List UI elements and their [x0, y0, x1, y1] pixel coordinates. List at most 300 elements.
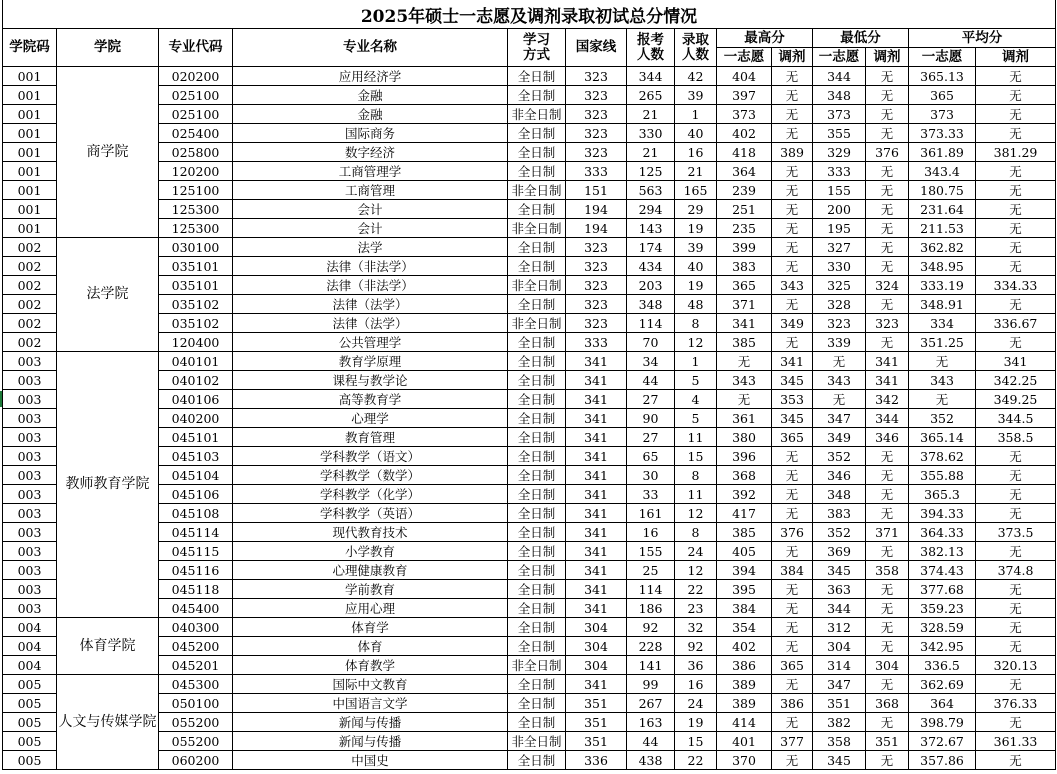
- cell-study-mode: 全日制: [508, 751, 566, 770]
- cell-highest-first-choice: 251: [717, 200, 772, 219]
- cell-lowest-first-choice: 363: [813, 580, 866, 599]
- cell-average-first-choice: 328.59: [909, 618, 976, 637]
- cell-highest-adjusted: 345: [772, 409, 813, 428]
- cell-college-code: 004: [3, 637, 57, 656]
- cell-major-code: 035102: [159, 295, 233, 314]
- cell-study-mode: 非全日制: [508, 314, 566, 333]
- cell-major-name: 学科教学（英语）: [233, 504, 508, 523]
- cell-major-name: 现代教育技术: [233, 523, 508, 542]
- cell-national-line: 341: [566, 390, 627, 409]
- cell-national-line: 323: [566, 67, 627, 86]
- cell-admitted: 29: [675, 200, 717, 219]
- cell-average-adjusted: 无: [976, 599, 1056, 618]
- cell-lowest-first-choice: 345: [813, 561, 866, 580]
- cell-lowest-first-choice: 344: [813, 67, 866, 86]
- cell-average-first-choice: 无: [909, 390, 976, 409]
- cell-average-adjusted: 无: [976, 637, 1056, 656]
- cell-college-code: 002: [3, 276, 57, 295]
- cell-average-first-choice: 378.62: [909, 447, 976, 466]
- cell-admitted: 12: [675, 333, 717, 352]
- cell-lowest-first-choice: 346: [813, 466, 866, 485]
- cell-college-code: 003: [3, 580, 57, 599]
- table-row: [3, 124, 1056, 143]
- cell-highest-first-choice: 402: [717, 637, 772, 656]
- cell-major-code: 040102: [159, 371, 233, 390]
- cell-national-line: 341: [566, 485, 627, 504]
- cell-highest-first-choice: 397: [717, 86, 772, 105]
- cell-college-code: 002: [3, 295, 57, 314]
- table-row: [3, 219, 1056, 238]
- cell-lowest-first-choice: 200: [813, 200, 866, 219]
- cell-national-line: 304: [566, 637, 627, 656]
- cell-admitted: 5: [675, 409, 717, 428]
- cell-lowest-first-choice: 327: [813, 238, 866, 257]
- cell-college: 教师教育学院: [57, 352, 159, 618]
- cell-highest-first-choice: 365: [717, 276, 772, 295]
- cell-major-code: 025400: [159, 124, 233, 143]
- cell-applicants: 125: [627, 162, 675, 181]
- cell-college-code: 003: [3, 485, 57, 504]
- header-average-first-choice: 一志愿: [909, 48, 976, 67]
- cell-national-line: 341: [566, 466, 627, 485]
- cell-study-mode: 全日制: [508, 390, 566, 409]
- cell-average-first-choice: 352: [909, 409, 976, 428]
- table-row: [3, 371, 1056, 390]
- cell-lowest-adjusted: 304: [866, 656, 909, 675]
- cell-admitted: 15: [675, 447, 717, 466]
- cell-lowest-first-choice: 333: [813, 162, 866, 181]
- header-admitted: 录取人数: [675, 29, 717, 67]
- cell-admitted: 40: [675, 124, 717, 143]
- cell-highest-adjusted: 无: [772, 86, 813, 105]
- cell-major-name: 高等教育学: [233, 390, 508, 409]
- cell-college-code: 001: [3, 86, 57, 105]
- cell-applicants: 21: [627, 143, 675, 162]
- cell-college-code: 003: [3, 447, 57, 466]
- cell-average-first-choice: 343.4: [909, 162, 976, 181]
- cell-applicants: 92: [627, 618, 675, 637]
- cell-applicants: 203: [627, 276, 675, 295]
- cell-average-first-choice: 398.79: [909, 713, 976, 732]
- cell-major-code: 045104: [159, 466, 233, 485]
- table-row: [3, 523, 1056, 542]
- cell-national-line: 341: [566, 409, 627, 428]
- cell-major-name: 法律（法学）: [233, 314, 508, 333]
- cell-applicants: 114: [627, 314, 675, 333]
- cell-highest-first-choice: 239: [717, 181, 772, 200]
- cell-lowest-first-choice: 343: [813, 371, 866, 390]
- cell-applicants: 44: [627, 371, 675, 390]
- cell-major-code: 045101: [159, 428, 233, 447]
- table-row: [3, 713, 1056, 732]
- cell-highest-first-choice: 361: [717, 409, 772, 428]
- cell-major-name: 心理健康教育: [233, 561, 508, 580]
- cell-applicants: 70: [627, 333, 675, 352]
- cell-average-first-choice: 357.86: [909, 751, 976, 770]
- cell-lowest-adjusted: 无: [866, 124, 909, 143]
- cell-average-adjusted: 341: [976, 352, 1056, 371]
- table-row: [3, 67, 1056, 86]
- cell-lowest-adjusted: 342: [866, 390, 909, 409]
- cell-major-code: 120200: [159, 162, 233, 181]
- cell-national-line: 341: [566, 447, 627, 466]
- cell-major-code: 040101: [159, 352, 233, 371]
- cell-highest-adjusted: 349: [772, 314, 813, 333]
- cell-college-code: 001: [3, 105, 57, 124]
- table-body: [3, 67, 1056, 770]
- cell-college-code: 003: [3, 352, 57, 371]
- header-lowest-adjusted: 调剂: [866, 48, 909, 67]
- cell-college-code: 003: [3, 371, 57, 390]
- cell-admitted: 39: [675, 238, 717, 257]
- cell-lowest-first-choice: 373: [813, 105, 866, 124]
- cell-major-name: 教育管理: [233, 428, 508, 447]
- cell-lowest-adjusted: 无: [866, 67, 909, 86]
- cell-highest-adjusted: 389: [772, 143, 813, 162]
- cell-study-mode: 全日制: [508, 485, 566, 504]
- cell-college: 体育学院: [57, 618, 159, 675]
- cell-study-mode: 全日制: [508, 86, 566, 105]
- cell-college-code: 003: [3, 561, 57, 580]
- cell-lowest-first-choice: 352: [813, 447, 866, 466]
- cell-major-code: 045300: [159, 675, 233, 694]
- cell-applicants: 27: [627, 390, 675, 409]
- cell-lowest-adjusted: 无: [866, 751, 909, 770]
- cell-highest-adjusted: 无: [772, 238, 813, 257]
- cell-national-line: 323: [566, 105, 627, 124]
- cell-highest-adjusted: 376: [772, 523, 813, 542]
- cell-lowest-first-choice: 347: [813, 675, 866, 694]
- cell-national-line: 194: [566, 200, 627, 219]
- cell-applicants: 141: [627, 656, 675, 675]
- cell-applicants: 174: [627, 238, 675, 257]
- cell-highest-adjusted: 无: [772, 295, 813, 314]
- cell-study-mode: 全日制: [508, 428, 566, 447]
- cell-lowest-first-choice: 351: [813, 694, 866, 713]
- cell-lowest-adjusted: 无: [866, 504, 909, 523]
- cell-national-line: 323: [566, 86, 627, 105]
- cell-major-code: 050100: [159, 694, 233, 713]
- header-highest-first-choice: 一志愿: [717, 48, 772, 67]
- cell-college-code: 003: [3, 504, 57, 523]
- cell-highest-first-choice: 396: [717, 447, 772, 466]
- cell-average-adjusted: 358.5: [976, 428, 1056, 447]
- cell-highest-adjusted: 345: [772, 371, 813, 390]
- cell-highest-first-choice: 405: [717, 542, 772, 561]
- table-row: [3, 580, 1056, 599]
- cell-lowest-adjusted: 无: [866, 675, 909, 694]
- cell-admitted: 19: [675, 219, 717, 238]
- table-row: [3, 200, 1056, 219]
- cell-college-code: 001: [3, 219, 57, 238]
- cell-average-adjusted: 361.33: [976, 732, 1056, 751]
- cell-admitted: 22: [675, 751, 717, 770]
- cell-major-name: 工商管理: [233, 181, 508, 200]
- cell-national-line: 304: [566, 656, 627, 675]
- table-row: [3, 162, 1056, 181]
- cell-study-mode: 全日制: [508, 466, 566, 485]
- cell-highest-adjusted: 341: [772, 352, 813, 371]
- cell-applicants: 65: [627, 447, 675, 466]
- cell-highest-first-choice: 384: [717, 599, 772, 618]
- cell-applicants: 114: [627, 580, 675, 599]
- cell-major-name: 学前教育: [233, 580, 508, 599]
- cell-applicants: 90: [627, 409, 675, 428]
- cell-major-code: 045200: [159, 637, 233, 656]
- cell-college-code: 002: [3, 238, 57, 257]
- cell-highest-adjusted: 无: [772, 599, 813, 618]
- cell-average-adjusted: 381.29: [976, 143, 1056, 162]
- cell-average-adjusted: 无: [976, 67, 1056, 86]
- cell-highest-first-choice: 368: [717, 466, 772, 485]
- cell-average-adjusted: 无: [976, 162, 1056, 181]
- cell-highest-first-choice: 341: [717, 314, 772, 333]
- cell-lowest-adjusted: 无: [866, 238, 909, 257]
- cell-national-line: 323: [566, 295, 627, 314]
- cell-lowest-adjusted: 376: [866, 143, 909, 162]
- cell-lowest-adjusted: 344: [866, 409, 909, 428]
- cell-major-code: 045108: [159, 504, 233, 523]
- cell-study-mode: 全日制: [508, 200, 566, 219]
- cell-average-first-choice: 351.25: [909, 333, 976, 352]
- cell-admitted: 40: [675, 257, 717, 276]
- cell-major-name: 法律（非法学）: [233, 276, 508, 295]
- cell-study-mode: 全日制: [508, 295, 566, 314]
- cell-highest-adjusted: 无: [772, 542, 813, 561]
- table-row: [3, 257, 1056, 276]
- cell-major-code: 025100: [159, 105, 233, 124]
- cell-applicants: 27: [627, 428, 675, 447]
- cell-national-line: 341: [566, 561, 627, 580]
- table-row: [3, 751, 1056, 770]
- cell-lowest-adjusted: 无: [866, 257, 909, 276]
- cell-lowest-adjusted: 368: [866, 694, 909, 713]
- cell-study-mode: 全日制: [508, 371, 566, 390]
- cell-major-code: 045118: [159, 580, 233, 599]
- cell-lowest-adjusted: 无: [866, 637, 909, 656]
- table-row: [3, 599, 1056, 618]
- cell-highest-adjusted: 365: [772, 656, 813, 675]
- table-row: [3, 732, 1056, 751]
- cell-study-mode: 全日制: [508, 162, 566, 181]
- cell-applicants: 25: [627, 561, 675, 580]
- cell-average-adjusted: 376.33: [976, 694, 1056, 713]
- cell-highest-first-choice: 373: [717, 105, 772, 124]
- cell-study-mode: 全日制: [508, 143, 566, 162]
- cell-college-code: 001: [3, 181, 57, 200]
- cell-college-code: 003: [3, 409, 57, 428]
- cell-average-first-choice: 336.5: [909, 656, 976, 675]
- cell-average-adjusted: 无: [976, 200, 1056, 219]
- cell-average-first-choice: 362.82: [909, 238, 976, 257]
- cell-highest-first-choice: 343: [717, 371, 772, 390]
- header-study-mode: 学习方式: [508, 29, 566, 67]
- cell-average-first-choice: 365.13: [909, 67, 976, 86]
- table-row: [3, 181, 1056, 200]
- cell-average-first-choice: 343: [909, 371, 976, 390]
- cell-lowest-adjusted: 无: [866, 333, 909, 352]
- cell-admitted: 23: [675, 599, 717, 618]
- cell-applicants: 161: [627, 504, 675, 523]
- cell-applicants: 21: [627, 105, 675, 124]
- cell-college-code: 005: [3, 732, 57, 751]
- cell-average-first-choice: 342.95: [909, 637, 976, 656]
- cell-study-mode: 全日制: [508, 238, 566, 257]
- cell-applicants: 16: [627, 523, 675, 542]
- cell-major-name: 国际商务: [233, 124, 508, 143]
- cell-highest-adjusted: 无: [772, 105, 813, 124]
- header-highest-adjusted: 调剂: [772, 48, 813, 67]
- cell-study-mode: 全日制: [508, 523, 566, 542]
- cell-study-mode: 非全日制: [508, 181, 566, 200]
- table-row: [3, 694, 1056, 713]
- cell-major-name: 小学教育: [233, 542, 508, 561]
- table-title: 2025年硕士一志愿及调剂录取初试总分情况: [3, 0, 1056, 29]
- cell-national-line: 341: [566, 352, 627, 371]
- cell-study-mode: 非全日制: [508, 219, 566, 238]
- cell-admitted: 11: [675, 485, 717, 504]
- cell-highest-first-choice: 418: [717, 143, 772, 162]
- cell-highest-first-choice: 401: [717, 732, 772, 751]
- cell-lowest-adjusted: 无: [866, 181, 909, 200]
- cell-major-code: 045115: [159, 542, 233, 561]
- cell-applicants: 563: [627, 181, 675, 200]
- cell-lowest-first-choice: 348: [813, 86, 866, 105]
- cell-average-adjusted: 无: [976, 333, 1056, 352]
- cell-college-code: 003: [3, 390, 57, 409]
- cell-national-line: 194: [566, 219, 627, 238]
- cell-major-code: 035102: [159, 314, 233, 333]
- cell-major-name: 中国语言文学: [233, 694, 508, 713]
- cell-major-code: 125300: [159, 200, 233, 219]
- cell-highest-adjusted: 365: [772, 428, 813, 447]
- cell-average-adjusted: 无: [976, 219, 1056, 238]
- cell-highest-adjusted: 353: [772, 390, 813, 409]
- header-lowest: 最低分: [813, 29, 909, 48]
- cell-admitted: 8: [675, 523, 717, 542]
- cell-major-code: 040300: [159, 618, 233, 637]
- cell-national-line: 151: [566, 181, 627, 200]
- cell-lowest-adjusted: 346: [866, 428, 909, 447]
- cell-applicants: 30: [627, 466, 675, 485]
- cell-admitted: 48: [675, 295, 717, 314]
- cell-study-mode: 全日制: [508, 561, 566, 580]
- cell-lowest-first-choice: 无: [813, 352, 866, 371]
- cell-national-line: 341: [566, 580, 627, 599]
- cell-study-mode: 全日制: [508, 352, 566, 371]
- table-row: [3, 504, 1056, 523]
- cell-lowest-first-choice: 312: [813, 618, 866, 637]
- cell-admitted: 15: [675, 732, 717, 751]
- cell-major-code: 045400: [159, 599, 233, 618]
- cell-lowest-first-choice: 358: [813, 732, 866, 751]
- cell-average-adjusted: 无: [976, 447, 1056, 466]
- cell-major-name: 数字经济: [233, 143, 508, 162]
- cell-lowest-first-choice: 314: [813, 656, 866, 675]
- cell-highest-first-choice: 无: [717, 390, 772, 409]
- cell-major-name: 体育: [233, 637, 508, 656]
- cell-study-mode: 全日制: [508, 542, 566, 561]
- cell-applicants: 294: [627, 200, 675, 219]
- cell-major-code: 055200: [159, 713, 233, 732]
- cell-major-name: 公共管理学: [233, 333, 508, 352]
- cell-lowest-first-choice: 328: [813, 295, 866, 314]
- cell-admitted: 92: [675, 637, 717, 656]
- cell-college: 商学院: [57, 67, 159, 238]
- cell-average-adjusted: 344.5: [976, 409, 1056, 428]
- table-row: [3, 428, 1056, 447]
- cell-major-name: 中国史: [233, 751, 508, 770]
- cell-study-mode: 非全日制: [508, 105, 566, 124]
- cell-lowest-first-choice: 330: [813, 257, 866, 276]
- cell-highest-adjusted: 无: [772, 162, 813, 181]
- table-row: [3, 542, 1056, 561]
- cell-major-code: 030100: [159, 238, 233, 257]
- cell-major-code: 040200: [159, 409, 233, 428]
- cell-national-line: 341: [566, 428, 627, 447]
- cell-national-line: 323: [566, 143, 627, 162]
- cell-average-first-choice: 231.64: [909, 200, 976, 219]
- cell-major-name: 应用心理: [233, 599, 508, 618]
- table-row: [3, 637, 1056, 656]
- cell-national-line: 323: [566, 124, 627, 143]
- cell-major-code: 055200: [159, 732, 233, 751]
- cell-lowest-adjusted: 323: [866, 314, 909, 333]
- cell-major-code: 045116: [159, 561, 233, 580]
- cell-study-mode: 全日制: [508, 67, 566, 86]
- cell-highest-first-choice: 235: [717, 219, 772, 238]
- cell-average-first-choice: 373: [909, 105, 976, 124]
- cell-applicants: 186: [627, 599, 675, 618]
- cell-average-adjusted: 无: [976, 485, 1056, 504]
- cell-admitted: 1: [675, 352, 717, 371]
- cell-highest-first-choice: 395: [717, 580, 772, 599]
- cell-highest-first-choice: 402: [717, 124, 772, 143]
- cell-highest-first-choice: 380: [717, 428, 772, 447]
- cell-admitted: 22: [675, 580, 717, 599]
- cell-lowest-first-choice: 339: [813, 333, 866, 352]
- cell-admitted: 4: [675, 390, 717, 409]
- cell-highest-first-choice: 386: [717, 656, 772, 675]
- cell-average-adjusted: 无: [976, 181, 1056, 200]
- cell-highest-first-choice: 394: [717, 561, 772, 580]
- cell-admitted: 5: [675, 371, 717, 390]
- cell-major-code: 040106: [159, 390, 233, 409]
- cell-major-code: 035101: [159, 257, 233, 276]
- cell-national-line: 341: [566, 675, 627, 694]
- table-row: [3, 86, 1056, 105]
- cell-admitted: 39: [675, 86, 717, 105]
- cell-average-adjusted: 无: [976, 504, 1056, 523]
- cell-lowest-first-choice: 383: [813, 504, 866, 523]
- cell-highest-adjusted: 343: [772, 276, 813, 295]
- cell-study-mode: 非全日制: [508, 276, 566, 295]
- cell-applicants: 155: [627, 542, 675, 561]
- cell-major-code: 020200: [159, 67, 233, 86]
- cell-major-name: 国际中文教育: [233, 675, 508, 694]
- cell-lowest-adjusted: 无: [866, 466, 909, 485]
- cell-average-adjusted: 无: [976, 580, 1056, 599]
- cell-highest-adjusted: 无: [772, 675, 813, 694]
- table-row: [3, 447, 1056, 466]
- cell-average-first-choice: 334: [909, 314, 976, 333]
- cell-applicants: 438: [627, 751, 675, 770]
- cell-average-adjusted: 无: [976, 86, 1056, 105]
- cell-average-adjusted: 无: [976, 675, 1056, 694]
- cell-college-code: 001: [3, 124, 57, 143]
- cell-lowest-adjusted: 无: [866, 713, 909, 732]
- table-row: [3, 390, 1056, 409]
